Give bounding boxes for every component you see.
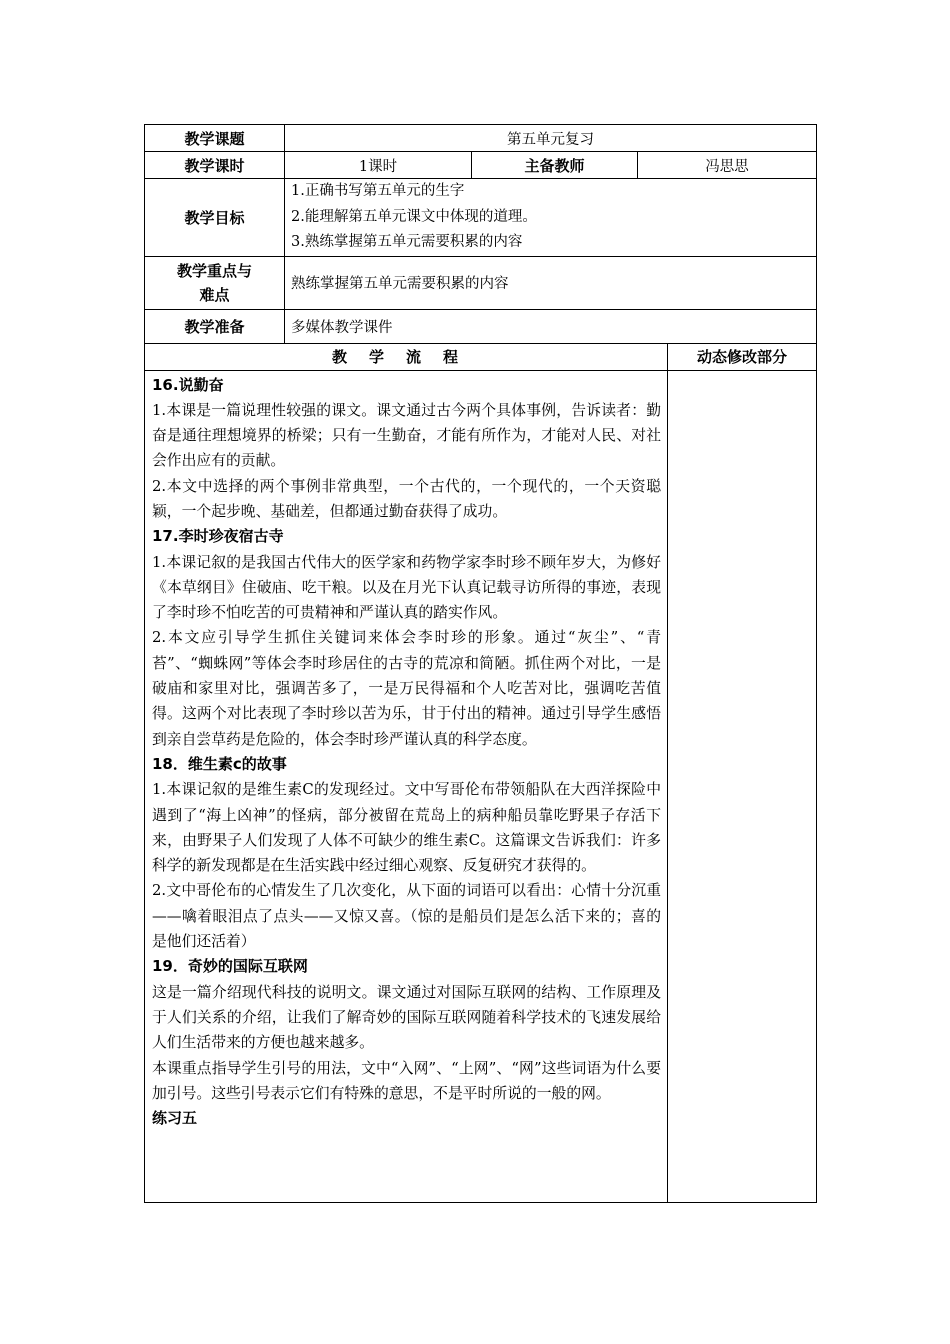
lesson-plan-table	[144, 124, 817, 1203]
key-points-value: 熟练掌握第五单元需要积累的内容	[285, 256, 817, 309]
dynamic-heading: 动态修改部分	[668, 343, 817, 370]
teacher-value: 冯思思	[638, 152, 817, 179]
section-paragraph: 2.本文应引导学生抓住关键词来体会李时珍的形象。通过“灰尘”、“青苔”、“蜘蛛网”等体会李时珍居住的古寺的荒凉和简陋。抓住两个对比，一是破庙和家里对比，强调苦多了，一是万民得福和个人吃苦对比，强调吃苦值得。这两个对比表现了李时珍以苦为乐，甘于付出的精神。通过引导学生感悟到亲自尝草药是危险的，体会李时珍严谨认真的科学态度。	[152, 629, 661, 748]
flow-heading: 教学流程	[145, 343, 668, 370]
goal-item: 2.能理解第五单元课文中体现的道理。	[291, 208, 537, 225]
section-title: 练习五	[152, 1109, 198, 1128]
dynamic-notes-cell[interactable]	[668, 370, 817, 1202]
topic-value: 第五单元复习	[285, 125, 817, 152]
hours-label: 教学课时	[145, 152, 285, 179]
hours-value: 1课时	[285, 152, 472, 179]
section-paragraph: 1.本课是一篇说理性较强的课文。课文通过古今两个具体事例，告诉读者：勤奋是通往理想境界的桥梁；只有一生勤奋，才能有所作为，才能对人民、对社会作出应有的贡献。	[152, 401, 661, 470]
section-paragraph: 这是一篇介绍现代科技的说明文。课文通过对国际互联网的结构、工作原理及于人们关系的介绍，让我们了解奇妙的国际互联网随着科学技术的飞速发展给人们生活带来的方便也越来越多。	[152, 983, 661, 1052]
prep-value: 多媒体教学课件	[285, 309, 817, 343]
goals-list	[285, 179, 817, 257]
lesson-plan	[144, 124, 816, 1203]
goal-item: 3.熟练掌握第五单元需要积累的内容	[291, 234, 523, 250]
teacher-label: 主备教师	[472, 152, 638, 179]
section-paragraph: 1.本课记叙的是我国古代伟大的医学家和药物学家李时珍不顾年岁大，为修好《本草纲目》住破庙、吃干粮。以及在月光下认真记载寻访所得的事迹，表现了李时珍不怕吃苦的可贵精神和严谨认真的踏实作风。	[152, 553, 661, 622]
section-title: 18．维生素c的故事	[152, 754, 287, 773]
section-paragraph: 本课重点指导学生引号的用法，文中“入网”、“上网”、“网”这些词语为什么要加引号。这些引号表示它们有特殊的意思，不是平时所说的一般的网。	[152, 1059, 661, 1102]
prep-label: 教学准备	[145, 309, 285, 343]
topic-label: 教学课题	[145, 125, 285, 152]
section-title: 16.说勤奋	[152, 375, 224, 394]
section-paragraph: 1.本课记叙的是维生素C的发现经过。文中写哥伦布带领船队在大西洋探险中遇到了“海上凶神”的怪病，部分被留在荒岛上的病种船员靠吃野果子存活下来，由野果子人们发现了人体不可缺少的维生素C。这篇课文告诉我们：许多科学的新发现都是在生活实践中经过细心观察、反复研究才获得的。	[152, 781, 661, 875]
section-paragraph: 2.本文中选择的两个事例非常典型，一个古代的，一个现代的，一个天资聪颖，一个起步晚、基础差，但都通过勤奋获得了成功。	[152, 477, 661, 520]
goals-label: 教学目标	[145, 179, 285, 257]
key-points-label	[145, 256, 285, 309]
section-title: 19．奇妙的国际互联网	[152, 957, 308, 976]
section-paragraph: 2.文中哥伦布的心情发生了几次变化，从下面的词语可以看出：心情十分沉重——噙着眼泪点了点头——又惊又喜。（惊的是船员们是怎么活下来的；喜的是他们还活着）	[152, 882, 661, 951]
section-title: 17.李时珍夜宿古寺	[152, 527, 284, 546]
flow-content	[145, 370, 668, 1202]
key-points-label-line-1: 教学重点与	[176, 261, 252, 280]
key-points-label-line-2: 难点	[199, 285, 230, 304]
goal-item: 1.正确书写第五单元的生字	[291, 183, 465, 199]
